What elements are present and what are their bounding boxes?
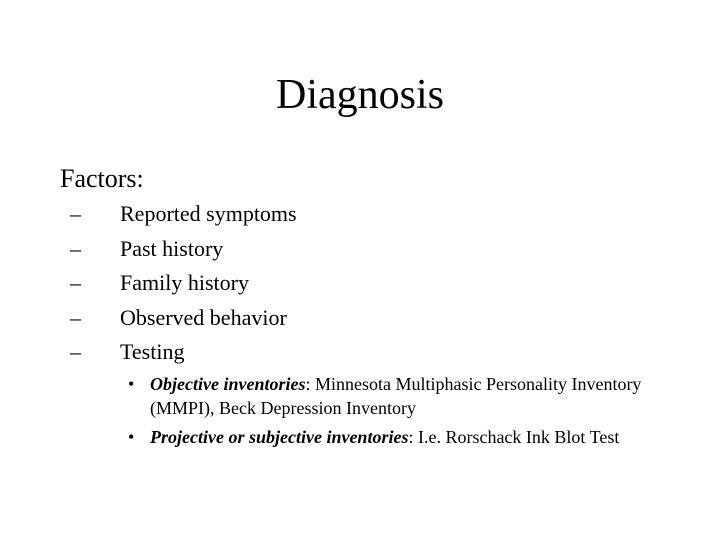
testing-list [128, 372, 648, 454]
inventory-description: Minnesota Multiphasic Personality Inventory (MMPI), Beck Depression Inventory [150, 374, 642, 418]
factor-text: Testing [120, 339, 185, 364]
factor-text: Reported symptoms [120, 201, 297, 226]
dash-marker: – [70, 235, 81, 261]
dash-marker: – [70, 304, 81, 330]
bullet-marker: • [128, 427, 135, 447]
factor-text: Observed behavior [120, 304, 287, 330]
slide-title: Diagnosis [276, 72, 444, 118]
factor-text: Past history [120, 235, 224, 261]
dash-marker: – [70, 339, 81, 364]
term-separator: : [408, 427, 414, 447]
term-separator: : [305, 374, 311, 394]
dash-marker: – [70, 270, 81, 295]
bullet-marker: • [128, 374, 135, 394]
factors-label: Factors: [60, 164, 144, 193]
factor-text: Family history [120, 270, 249, 295]
inventory-term: Projective or subjective inventories [150, 427, 409, 447]
list-item [128, 425, 648, 449]
inventory-description: I.e. Rorschack Ink Blot Test [413, 427, 620, 447]
inventory-term: Objective inventories [150, 374, 306, 394]
list-item [128, 372, 648, 420]
dash-marker: – [70, 201, 81, 226]
